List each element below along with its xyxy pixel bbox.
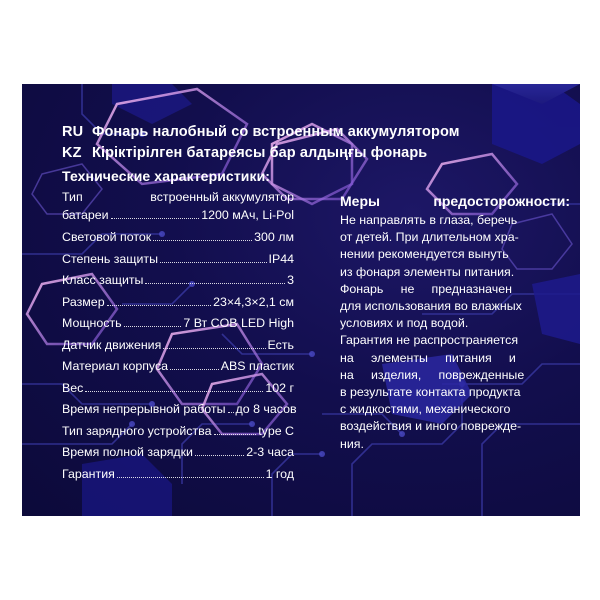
precaution-line: на изделия, поврежденные xyxy=(340,367,525,382)
leader-dots xyxy=(117,468,264,478)
precaution-line: воздействия и иного поврежде- xyxy=(340,419,522,434)
title-ru xyxy=(62,124,460,140)
precaution-line: с жидкостями, механического xyxy=(340,402,511,417)
leader-dots xyxy=(85,382,263,392)
spec-label: Материал корпуса xyxy=(62,359,169,373)
precaution-line: из фонаря элементы питания. xyxy=(340,264,515,279)
leader-dots xyxy=(163,339,265,349)
precaution-line: в результате контакта продукта xyxy=(340,385,521,399)
title-ru-text: Фонарь налобный со встроенным аккумулятором xyxy=(92,124,460,140)
precaution-line: ния. xyxy=(340,436,364,451)
spec-row xyxy=(62,295,294,315)
leader-dots xyxy=(214,425,257,435)
spec-value: 7 Вт COB LED High xyxy=(183,316,294,330)
title-kz-text: Кіріктірілген батареясы бар алдыңғы фонарь xyxy=(92,145,428,161)
spec-label: Размер xyxy=(62,294,105,309)
precaution-line: для использования во влажных xyxy=(340,299,522,313)
spec-label: Тип зарядного устройства xyxy=(62,423,212,438)
spec-row xyxy=(62,316,294,336)
spec-value: ABS пластик xyxy=(220,359,294,373)
specs-heading: Технические характеристики: xyxy=(62,168,271,184)
spec-label: батареи xyxy=(62,208,109,222)
spec-value: 1 год xyxy=(265,466,294,481)
spec-value: 3 xyxy=(287,273,294,287)
precaution-line: нении рекомендуется вынуть xyxy=(340,247,509,262)
instruction-card xyxy=(22,84,580,516)
precautions-heading-left: Меры xyxy=(340,193,380,209)
spec-label: Время полной зарядки xyxy=(62,445,193,459)
spec-label: Степень защиты xyxy=(62,251,158,266)
spec-row xyxy=(62,424,294,444)
spec-value: 102 г xyxy=(265,380,294,395)
precautions-heading xyxy=(340,193,570,209)
spec-row xyxy=(62,359,294,379)
spec-value: type C xyxy=(258,423,294,438)
leader-dots xyxy=(160,253,267,263)
spec-value: IP44 xyxy=(268,251,294,266)
spec-row xyxy=(62,230,294,250)
spec-value: 2-3 часа xyxy=(246,445,294,459)
precaution-line: Фонарь не предназначен xyxy=(340,281,512,296)
spec-label: Время непрерывной работы xyxy=(62,402,226,416)
battery-type-line xyxy=(62,190,294,204)
spec-value: 1200 мАч, Li-Pol xyxy=(201,208,294,222)
spec-label: Гарантия xyxy=(62,466,115,481)
precaution-line: Гарантия не распространяется xyxy=(340,333,519,348)
spec-row xyxy=(62,467,294,487)
spec-value: Есть xyxy=(267,337,294,352)
precaution-line: Не направлять в глаза, беречь xyxy=(340,213,518,227)
spec-value: 300 лм xyxy=(254,230,294,244)
spec-label: Световой поток xyxy=(62,230,152,244)
leader-dots xyxy=(124,317,182,327)
leader-dots xyxy=(195,446,244,456)
spec-row-battery xyxy=(62,208,294,228)
spec-row xyxy=(62,338,294,358)
precaution-line: от детей. При длительном хра- xyxy=(340,230,519,245)
spec-label: Датчик движения xyxy=(62,337,162,352)
lang-code-kz: KZ xyxy=(62,145,82,161)
precautions-heading-right: предосторожности: xyxy=(433,193,570,209)
battery-type-desc: встроенный аккумулятор xyxy=(150,190,294,204)
spec-label: Вес xyxy=(62,380,84,395)
leader-dots xyxy=(170,360,219,370)
spec-row xyxy=(62,273,294,293)
spec-row xyxy=(62,445,294,465)
battery-type-label: Тип xyxy=(62,190,83,204)
title-kz xyxy=(62,145,427,161)
leader-dots xyxy=(107,296,212,306)
spec-value: до 8 часов xyxy=(235,402,297,416)
spec-value: 23×4,3×2,1 см xyxy=(213,294,294,309)
leader-dots xyxy=(145,274,285,284)
leader-dots xyxy=(153,231,252,241)
lang-code-ru: RU xyxy=(62,124,84,140)
spec-label: Мощность xyxy=(62,316,122,330)
leader-dots xyxy=(111,209,200,219)
spec-row xyxy=(62,381,294,401)
spec-label: Класс защиты xyxy=(62,273,144,287)
spec-row xyxy=(62,252,294,272)
precaution-line: на элементы питания и xyxy=(340,350,516,365)
spec-row xyxy=(62,402,297,422)
precaution-line: условиях и под водой. xyxy=(340,316,469,331)
leader-dots xyxy=(228,403,234,413)
